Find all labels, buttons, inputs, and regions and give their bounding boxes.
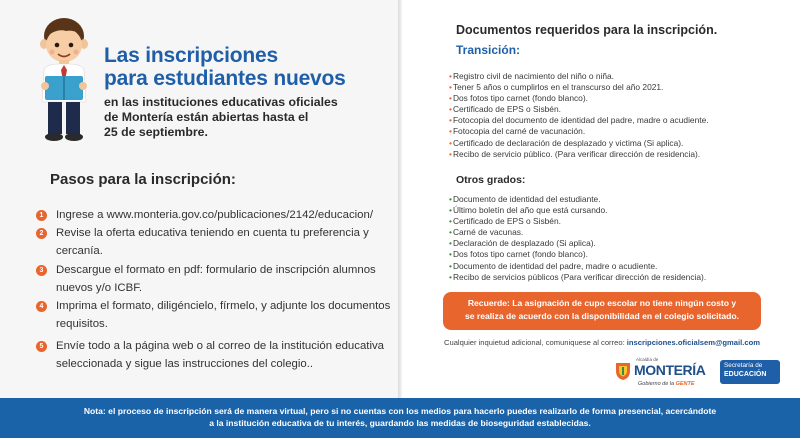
list-item-text: Declaración de desplazado (Si aplica). [452, 238, 596, 249]
list-item: •Dos fotos tipo carnet (fondo blanco). [449, 93, 588, 104]
step-number: 5 [36, 341, 47, 352]
tagline-text: Gobierno de la [638, 381, 676, 387]
step-text: Envíe todo a la página web o al correo de la institución educativa seleccionada y sigue las instrucciones del colegio.. [56, 340, 385, 370]
list-item: •Recibo de servicio público. (Para verificar dirección de residencia). [449, 148, 701, 159]
secretaria-educacion-logo [720, 360, 780, 384]
footer-note [0, 398, 800, 438]
headline-line-1: Las inscripciones [104, 44, 279, 67]
list-item: •Recibo de servicios públicos (Para verificar dirección de residencia). [449, 271, 707, 282]
list-item-text: Dos fotos tipo carnet (fondo blanco). [452, 249, 588, 260]
student-illustration [30, 14, 98, 142]
subtitle-line-1: en las instituciones educativas oficiales [104, 95, 338, 109]
step-item [36, 262, 401, 297]
alcaldia-label: Alcaldía de [636, 357, 659, 362]
list-item-text: Fotocopia del documento de identidad del padre, madre o acudiente. [452, 115, 709, 126]
otros-grados-list [449, 194, 706, 283]
list-item-text: Dos fotos tipo carnet (fondo blanco). [452, 93, 588, 104]
list-item: •Documento de identidad del padre, madre o acudiente. [449, 260, 658, 271]
tagline-gente: GENTE [675, 381, 695, 387]
reminder-line-1: Recuerde: La asignación de cupo escolar no tiene ningún costo y [467, 298, 737, 308]
list-item: •Fotocopia del carné de vacunación. [449, 126, 586, 137]
step-text: Imprima el formato, diligéncielo, fírmelo, y adjunte los documentos requisitos. [56, 300, 391, 330]
documents-title: Documentos requeridos para la inscripción. [456, 23, 718, 37]
list-item-text: Certificado de declaración de desplazado y victima (Si aplica). [452, 137, 684, 148]
list-item: •Certificado de declaración de desplazado y victima (Si aplica). [449, 137, 684, 148]
gobierno-tagline [638, 381, 695, 387]
list-item: •Declaración de desplazado (Si aplica). [449, 238, 596, 249]
step-number: 4 [36, 301, 47, 312]
list-item: •Fotocopia del documento de identidad del padre, madre o acudiente. [449, 115, 709, 126]
list-item-text: Recibo de servicios públicos (Para verificar dirección de residencia). [452, 271, 707, 282]
list-item-text: Documento de identidad del padre, madre o acudiente. [452, 260, 658, 271]
alcaldia-monteria-logo [614, 357, 712, 393]
list-item-text: Último boletín del año que está cursando. [452, 205, 608, 216]
contact-email-link[interactable]: inscripciones.oficialsem@gmail.com [626, 338, 760, 347]
steps-title: Pasos para la inscripción: [50, 171, 236, 188]
list-item: •Certificado de EPS o Sisbén. [449, 104, 561, 115]
shield-icon [614, 361, 632, 381]
list-item-text: Fotocopia del carné de vacunación. [452, 126, 586, 137]
list-item: •Documento de identidad del estudiante. [449, 194, 601, 204]
headline-subtitle [104, 95, 394, 140]
step-text: Descargue el formato en pdf: formulario de inscripción alumnos nuevos y/o ICBF. [56, 264, 376, 294]
contact-text: Cualquier inquietud adicional, comuniquese al correo: [444, 338, 627, 347]
list-item: •Carné de vacunas. [449, 227, 524, 238]
list-item: •Certificado de EPS o Sisbén. [449, 216, 561, 227]
list-item-text: Carné de vacunas. [452, 227, 524, 238]
list-item-text: Recibo de servicio público. (Para verificar dirección de residencia). [452, 148, 701, 159]
footer-line-1: Nota: el proceso de inscripción será de manera virtual, pero si no cuentas con los medios para hacerlo puedes realizarlo de forma presencial, acercándote [83, 406, 717, 416]
footer-line-2: a la institución educativa de tu interés, guardando las medidas de bioseguridad establecidas. [209, 418, 591, 428]
transicion-title: Transición: [456, 43, 521, 57]
contact-note [444, 338, 760, 347]
list-item-text: Certificado de EPS o Sisbén. [452, 216, 561, 227]
reminder-banner [443, 292, 761, 330]
step-item [36, 225, 401, 260]
step-text: Revise la oferta educativa teniendo en cuenta tu preferencia y cercanía. [56, 227, 369, 257]
list-item-text: Documento de identidad del estudiante. [452, 194, 601, 204]
headline [104, 44, 394, 140]
step-text: Ingrese a www.monteria.gov.co/publicaciones/2142/educacion/ [56, 209, 374, 221]
list-item-text: Tener 5 años o cumplirlos en el transcurso del año 2021. [452, 82, 664, 93]
step-number: 2 [36, 228, 47, 239]
list-item-text: Registro civil de nacimiento del niño o niña. [452, 71, 615, 81]
list-item: •Dos fotos tipo carnet (fondo blanco). [449, 249, 588, 260]
list-item: •Registro civil de nacimiento del niño o niña. [449, 71, 615, 81]
educacion-label: EDUCACIÓN [724, 371, 767, 378]
otros-grados-title: Otros grados: [456, 174, 526, 186]
step-number: 1 [36, 210, 47, 221]
reminder-line-2: se realiza de acuerdo con la disponibilidad en el colegio solicitado. [464, 310, 740, 321]
list-item-text: Certificado de EPS o Sisbén. [452, 104, 561, 115]
secretaria-label: Secretaría de [724, 362, 763, 369]
headline-line-2: para estudiantes nuevos [104, 67, 346, 90]
step-item [36, 338, 401, 373]
list-item: •Tener 5 años o cumplirlos en el transcurso del año 2021. [449, 82, 664, 93]
step-item [36, 298, 401, 333]
step-item [36, 207, 401, 225]
subtitle-line-3: 25 de septiembre. [104, 125, 208, 139]
step-number: 3 [36, 265, 47, 276]
transicion-list [449, 71, 709, 160]
list-item: •Último boletín del año que está cursando. [449, 205, 608, 216]
monteria-wordmark: MONTERÍA [634, 362, 706, 378]
subtitle-line-2: de Montería están abiertas hasta el [104, 110, 309, 124]
